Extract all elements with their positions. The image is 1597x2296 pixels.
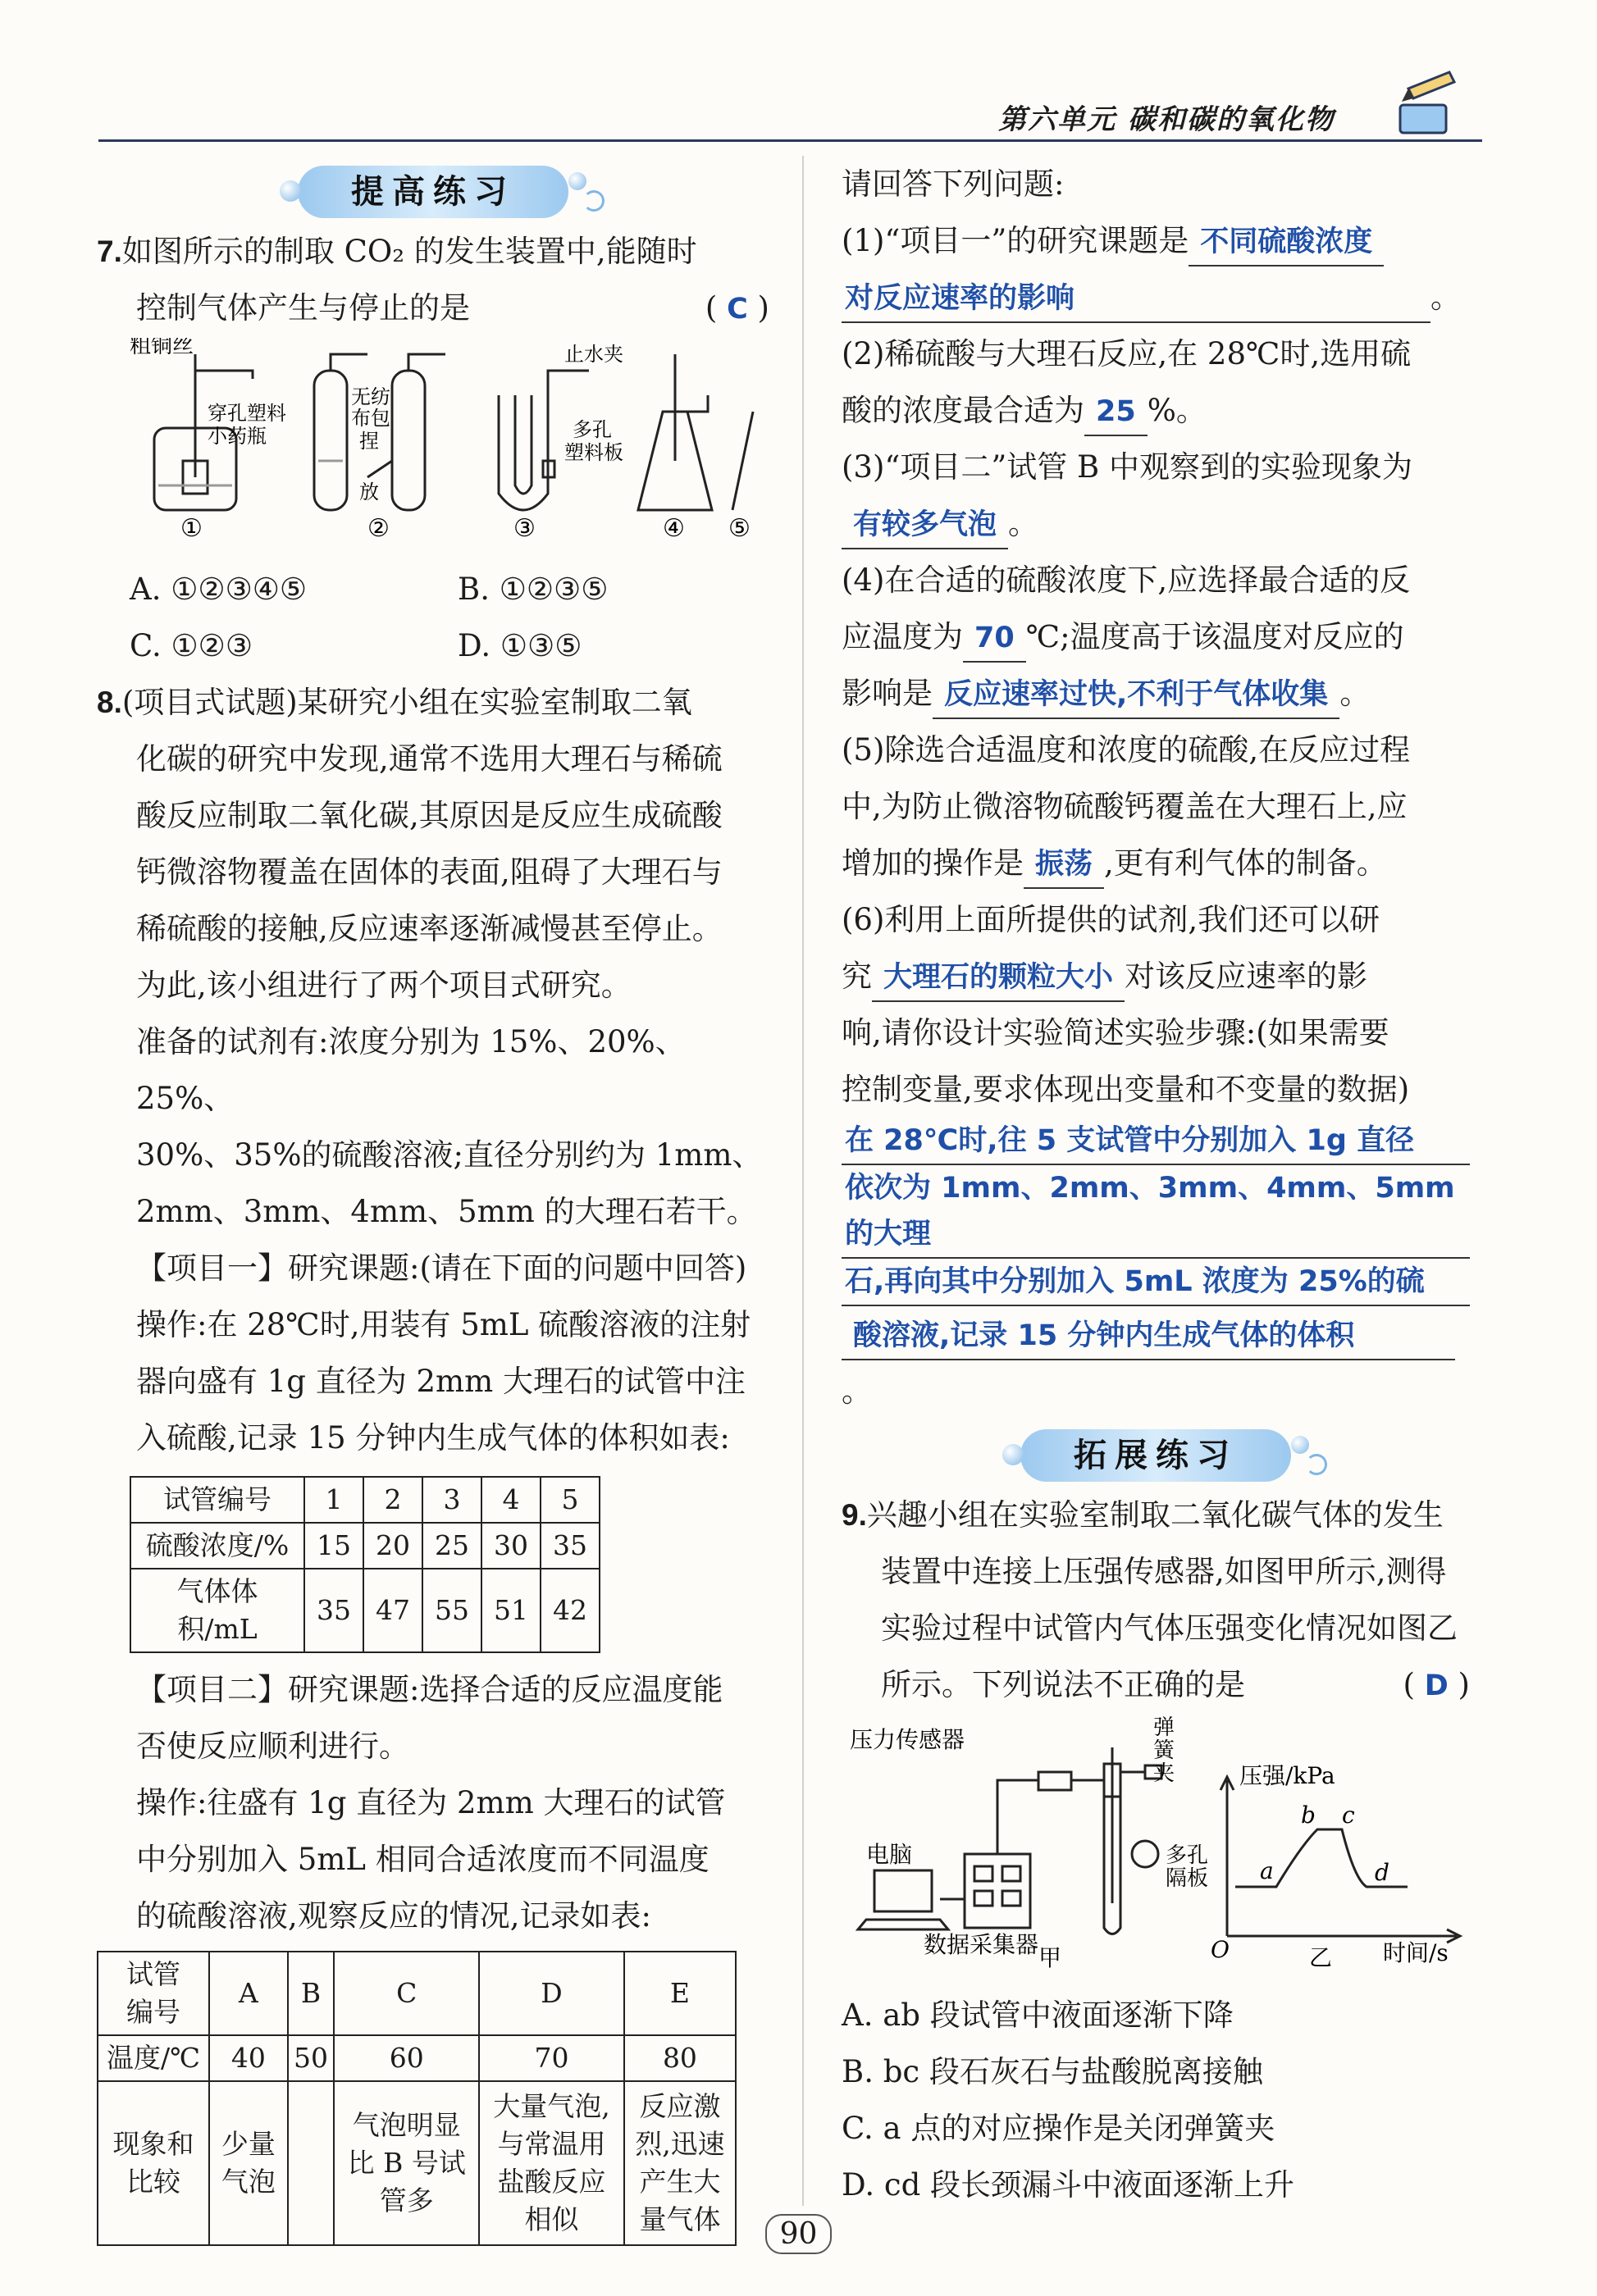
a5-prompt: 增加的操作是 bbox=[842, 845, 1024, 881]
label-porous-2: 隔板 bbox=[1166, 1866, 1209, 1891]
cell-text: 气泡明显 bbox=[352, 2109, 461, 2141]
cell-text: 反应激 bbox=[639, 2090, 721, 2122]
q8-line bbox=[97, 674, 769, 731]
q7-line2 bbox=[97, 280, 769, 336]
table-cell: 40 bbox=[209, 2035, 287, 2081]
cell-text: 量气体 bbox=[639, 2203, 721, 2235]
label-collector: 数据采集器 bbox=[924, 1931, 1039, 1958]
a4-line3 bbox=[842, 665, 1470, 722]
fig-num-4: ④ bbox=[663, 514, 685, 543]
a6-suffix: 对该反应速率的影 bbox=[1125, 959, 1368, 994]
table-cell bbox=[98, 1952, 209, 2035]
cell-text: 盐酸反应 bbox=[497, 2166, 606, 2198]
table-cell: 50 bbox=[288, 2035, 335, 2081]
a6-step[interactable]: 在 28℃时,往 5 支试管中分别加入 1g 直径 bbox=[842, 1118, 1470, 1165]
q7-options bbox=[97, 561, 769, 674]
proj2-line: 否使反应顺利进行。 bbox=[136, 1729, 409, 1764]
q7-option-b[interactable]: B. ①②③⑤ bbox=[458, 572, 609, 607]
table-cell: 2 bbox=[363, 1477, 422, 1523]
label-xlabel: 时间/s bbox=[1383, 1939, 1449, 1966]
page-number bbox=[0, 2214, 1597, 2254]
table-row bbox=[130, 1569, 600, 1652]
label-porous: 多孔 bbox=[1166, 1843, 1209, 1868]
period: 。 bbox=[842, 1374, 872, 1409]
proj1-line: 器向盛有 1g 直径为 2mm 大理石的试管中注 bbox=[136, 1364, 746, 1399]
a5-suffix: ,更有利气体的制备。 bbox=[1104, 845, 1387, 881]
label-spring-2: 簧 bbox=[1153, 1738, 1175, 1763]
table-cell: D bbox=[479, 1952, 624, 2035]
label-porous: 多孔 bbox=[573, 418, 612, 441]
table-cell: 80 bbox=[624, 2035, 736, 2081]
a5-answer[interactable]: 振荡 bbox=[1024, 841, 1104, 889]
cell-text: 相似 bbox=[524, 2203, 579, 2235]
column-divider bbox=[802, 156, 804, 2206]
cell-text: 烈,迅速 bbox=[635, 2128, 725, 2160]
a5-line3 bbox=[842, 835, 1470, 891]
label-ylabel: 压强/kPa bbox=[1239, 1762, 1335, 1789]
a6-line4: 控制变量,要求体现出变量和不变量的数据) bbox=[842, 1072, 1410, 1107]
label-spring-3: 夹 bbox=[1153, 1761, 1175, 1786]
a2-line2 bbox=[842, 382, 1470, 439]
table-cell: 20 bbox=[363, 1523, 422, 1569]
a6-step[interactable]: 石,再向其中分别加入 5mL 浓度为 25%的硫 bbox=[842, 1259, 1470, 1306]
swirl-icon bbox=[1306, 1454, 1327, 1475]
banner-label: 提高练习 bbox=[351, 173, 515, 211]
table-cell: 55 bbox=[422, 1569, 481, 1652]
q9-option-d[interactable]: D. cd 段长颈漏斗中液面逐渐上升 bbox=[842, 2167, 1295, 2203]
label-release: 放 bbox=[359, 481, 379, 503]
q9-option-a[interactable]: A. ab 段试管中液面逐渐下降 bbox=[842, 1998, 1234, 2033]
cell-text: 产生大 bbox=[639, 2166, 721, 2198]
point-a: a bbox=[1260, 1857, 1274, 1884]
a6-line2 bbox=[842, 948, 1470, 1004]
cell-text: 管多 bbox=[379, 2184, 434, 2216]
cell-text: 试管 bbox=[126, 1958, 181, 1990]
q8-line: 准备的试剂有:浓度分别为 15%、20%、25%、 bbox=[136, 1024, 686, 1116]
a3-line2 bbox=[842, 495, 1470, 552]
table-cell: 35 bbox=[304, 1569, 363, 1652]
table-cell: 30 bbox=[481, 1523, 541, 1569]
a4-prompt2: 影响是 bbox=[842, 676, 933, 711]
cell-text: 比 B 号试 bbox=[347, 2147, 466, 2179]
a5-line2: 中,为防止微溶物硫酸钙覆盖在大理石上,应 bbox=[842, 789, 1408, 824]
table-cell: 60 bbox=[334, 2035, 479, 2081]
a4-answer[interactable]: 70 bbox=[963, 615, 1026, 663]
period: 。 bbox=[1430, 280, 1461, 315]
a5-line: (5)除选合适温度和浓度的硫酸,在反应过程 bbox=[842, 732, 1411, 768]
table-cell: 35 bbox=[541, 1523, 600, 1569]
header-rule bbox=[98, 139, 1482, 142]
table-cell: 15 bbox=[304, 1523, 363, 1569]
label-origin: O bbox=[1211, 1936, 1230, 1963]
table-cell: 气体体积/mL bbox=[130, 1569, 304, 1652]
proj1-line: 入硫酸,记录 15 分钟内生成气体的体积如表: bbox=[136, 1420, 730, 1456]
fig-num-3: ③ bbox=[513, 514, 536, 543]
q8-line: 2mm、3mm、4mm、5mm 的大理石若干。 bbox=[136, 1194, 757, 1229]
bubble-icon bbox=[568, 172, 586, 190]
label-clip: 止水夹 bbox=[564, 343, 623, 366]
a2-prompt: 酸的浓度最合适为 bbox=[842, 393, 1084, 428]
a6-line: (6)利用上面所提供的试剂,我们还可以研 bbox=[842, 902, 1380, 937]
cell-text: 编号 bbox=[126, 1996, 181, 2028]
a2-answer[interactable]: 25 bbox=[1084, 389, 1148, 436]
fig-num-1: ① bbox=[180, 514, 203, 543]
cell-text: 少量 bbox=[221, 2128, 276, 2160]
banner-label: 拓展练习 bbox=[1074, 1437, 1238, 1474]
proj2-line: 中分别加入 5mL 相同合适浓度而不同温度 bbox=[136, 1842, 710, 1877]
label-cloth-2: 布包 bbox=[351, 407, 390, 430]
table-cell: 25 bbox=[422, 1523, 481, 1569]
table-cell: C bbox=[334, 1952, 479, 2035]
proj2-line: 【项目二】研究课题:选择合适的反应温度能 bbox=[136, 1672, 723, 1707]
q8-line: 为此,该小组进行了两个项目式研究。 bbox=[136, 968, 632, 1003]
fig-num-2: ② bbox=[367, 514, 390, 543]
table-cell: 试管编号 bbox=[130, 1477, 304, 1523]
bubble-icon bbox=[1002, 1444, 1024, 1465]
cell-text: 比较 bbox=[126, 2166, 181, 2198]
q9-option-c[interactable]: C. a 点的对应操作是关闭弹簧夹 bbox=[842, 2111, 1275, 2146]
a6-answer[interactable]: 大理石的颗粒大小 bbox=[872, 954, 1125, 1002]
q9-pressure-figure bbox=[842, 1715, 1481, 1969]
period: 。 bbox=[1008, 506, 1039, 541]
label-yi: 乙 bbox=[1309, 1944, 1333, 1969]
table-row bbox=[98, 2035, 736, 2081]
fig-num-5: ⑤ bbox=[728, 514, 751, 543]
table-cell: 42 bbox=[541, 1569, 600, 1652]
cell-text: 与常温用 bbox=[497, 2128, 606, 2160]
q8-line: 化碳的研究中发现,通常不选用大理石与稀硫 bbox=[136, 741, 723, 777]
table-cell: 3 bbox=[422, 1477, 481, 1523]
label-copper-wire: 粗铜丝 bbox=[130, 338, 194, 358]
a1-answer-cont[interactable]: 对反应速率的影响 bbox=[842, 276, 1430, 323]
point-b: b bbox=[1301, 1802, 1316, 1829]
a6-prompt: 究 bbox=[842, 959, 872, 994]
a3-line: (3)“项目二”试管 B 中观察到的实验现象为 bbox=[842, 449, 1412, 485]
q7-option-a[interactable]: A. ①②③④⑤ bbox=[130, 572, 308, 607]
a2-line: (2)稀硫酸与大理石反应,在 28℃时,选用硫 bbox=[842, 336, 1412, 371]
table-cell: 温度/℃ bbox=[98, 2035, 209, 2081]
a1-line2 bbox=[842, 269, 1470, 326]
q8-text: (项目式试题)某研究小组在实验室制取二氧 bbox=[121, 685, 692, 720]
a6-step-line bbox=[842, 1259, 1470, 1306]
left-column bbox=[97, 156, 769, 2246]
q8-line: 30%、35%的硫酸溶液;直径分别约为 1mm、 bbox=[136, 1137, 763, 1173]
point-c: c bbox=[1342, 1802, 1355, 1829]
q9-line: 装置中连接上压强传感器,如图甲所示,测得 bbox=[881, 1554, 1447, 1589]
q9-option-b[interactable]: B. bc 段石灰石与盐酸脱离接触 bbox=[842, 2054, 1263, 2089]
table-row bbox=[130, 1477, 600, 1523]
label-pinch: 捏 bbox=[359, 430, 379, 453]
a4-line2 bbox=[842, 608, 1470, 665]
period: 。 bbox=[1339, 676, 1371, 711]
table-cell: B bbox=[288, 1952, 335, 2035]
bubble-icon bbox=[1291, 1436, 1309, 1454]
q9-answer-bracket: ( D ) bbox=[1403, 1667, 1470, 1702]
a6-step[interactable]: 依次为 1mm、2mm、3mm、4mm、5mm 的大理 bbox=[842, 1165, 1470, 1259]
a1-line bbox=[842, 212, 1470, 269]
cell-text: 现象和 bbox=[112, 2128, 194, 2160]
label-spring: 弹 bbox=[1153, 1715, 1175, 1740]
a2-suffix: %。 bbox=[1147, 393, 1207, 428]
q7-option-d[interactable]: D. ①③⑤ bbox=[458, 628, 582, 663]
question-number: 9. bbox=[842, 1498, 867, 1532]
table-temperature bbox=[97, 1951, 737, 2246]
a1-prompt: (1)“项目一”的研究课题是 bbox=[842, 223, 1189, 258]
proj1-line: 【项目一】研究课题:(请在下面的问题中回答) bbox=[136, 1250, 747, 1286]
q7-answer-bracket: ( C ) bbox=[705, 290, 769, 326]
table-row bbox=[98, 1952, 736, 2035]
header-title: 第六单元 碳和碳的氧化物 bbox=[998, 103, 1335, 136]
table-cell: 硫酸浓度/% bbox=[130, 1523, 304, 1569]
q7-text: 控制气体产生与停止的是 bbox=[136, 290, 470, 326]
table-cell: 5 bbox=[541, 1477, 600, 1523]
r-lead: 请回答下列问题: bbox=[842, 166, 1065, 202]
a4-line: (4)在合适的硫酸浓度下,应选择最合适的反 bbox=[842, 563, 1411, 598]
q8-line: 稀硫酸的接触,反应速率逐渐减慢甚至停止。 bbox=[136, 911, 723, 946]
bubble-icon bbox=[280, 180, 301, 202]
q7-apparatus-figure bbox=[121, 338, 761, 543]
q7-answer: C bbox=[727, 293, 748, 326]
right-column bbox=[842, 156, 1470, 2213]
table-concentration bbox=[130, 1476, 600, 1653]
label-jia: 甲 bbox=[1038, 1944, 1062, 1969]
q7-line1 bbox=[97, 223, 769, 280]
q9-text: 所示。下列说法不正确的是 bbox=[881, 1667, 1245, 1702]
a6-line3: 响,请你设计实验简述实验步骤:(如果需要 bbox=[842, 1015, 1389, 1050]
q7-option-c[interactable]: C. ①②③ bbox=[130, 628, 253, 663]
question-number: 8. bbox=[97, 686, 122, 719]
q9-answer: D bbox=[1424, 1670, 1449, 1702]
point-d: d bbox=[1375, 1859, 1389, 1886]
cell-text: 大量气泡, bbox=[493, 2090, 610, 2122]
table-cell: 1 bbox=[304, 1477, 363, 1523]
a6-step-line bbox=[842, 1306, 1470, 1419]
q9-line bbox=[842, 1487, 1470, 1543]
proj2-line: 的硫酸溶液,观察反应的情况,记录如表: bbox=[136, 1898, 651, 1934]
label-plastic-bottle: 穿孔塑料 bbox=[208, 402, 286, 425]
q9-line bbox=[842, 1656, 1470, 1713]
q8-line: 酸反应制取二氧化碳,其原因是反应生成硫酸 bbox=[136, 798, 723, 833]
cell-text: 气泡 bbox=[221, 2166, 276, 2198]
a1-answer[interactable]: 不同硫酸浓度 bbox=[1189, 219, 1384, 266]
q7-text: 如图所示的制取 CO₂ 的发生装置中,能随时 bbox=[121, 234, 697, 269]
label-sensor: 压力传感器 bbox=[850, 1726, 965, 1753]
proj2-line: 操作:往盛有 1g 直径为 2mm 大理石的试管 bbox=[136, 1785, 726, 1820]
section-banner-extend bbox=[1020, 1429, 1291, 1482]
section-banner-improve bbox=[298, 166, 568, 218]
question-number: 7. bbox=[97, 235, 122, 268]
table-cell: A bbox=[209, 1952, 287, 2035]
a6-step[interactable]: 酸溶液,记录 15 分钟内生成气体的体积 bbox=[842, 1313, 1455, 1360]
a4-suffix: ℃;温度高于该温度对反应的 bbox=[1025, 619, 1404, 654]
table-cell: 47 bbox=[363, 1569, 422, 1652]
table-cell: 4 bbox=[481, 1477, 541, 1523]
swirl-icon bbox=[583, 190, 605, 212]
q9-line: 实验过程中试管内气体压强变化情况如图乙 bbox=[881, 1610, 1458, 1646]
q9-text: 兴趣小组在实验室制取二氧化碳气体的发生 bbox=[866, 1497, 1444, 1533]
table-cell: 51 bbox=[481, 1569, 541, 1652]
a4-answer2[interactable]: 反应速率过快,不利于气体收集 bbox=[933, 672, 1339, 719]
table-cell: E bbox=[624, 1952, 736, 2035]
label-plastic-bottle-2: 小药瓶 bbox=[208, 425, 267, 448]
a6-step-line bbox=[842, 1118, 1470, 1165]
label-computer: 电脑 bbox=[866, 1841, 913, 1868]
page-number-label: 90 bbox=[765, 2214, 833, 2254]
a3-answer[interactable]: 有较多气泡 bbox=[842, 502, 1008, 549]
label-cloth: 无纺 bbox=[351, 385, 390, 408]
proj1-line: 操作:在 28℃时,用装有 5mL 硫酸溶液的注射 bbox=[136, 1307, 751, 1342]
a4-prompt: 应温度为 bbox=[842, 619, 963, 654]
table-row bbox=[130, 1523, 600, 1569]
table-cell: 70 bbox=[479, 2035, 624, 2081]
label-porous-2: 塑料板 bbox=[564, 441, 623, 464]
pencil-book-icon bbox=[1384, 64, 1466, 146]
a6-step-line bbox=[842, 1165, 1470, 1259]
q8-line: 钙微溶物覆盖在固体的表面,阻碍了大理石与 bbox=[136, 854, 723, 890]
